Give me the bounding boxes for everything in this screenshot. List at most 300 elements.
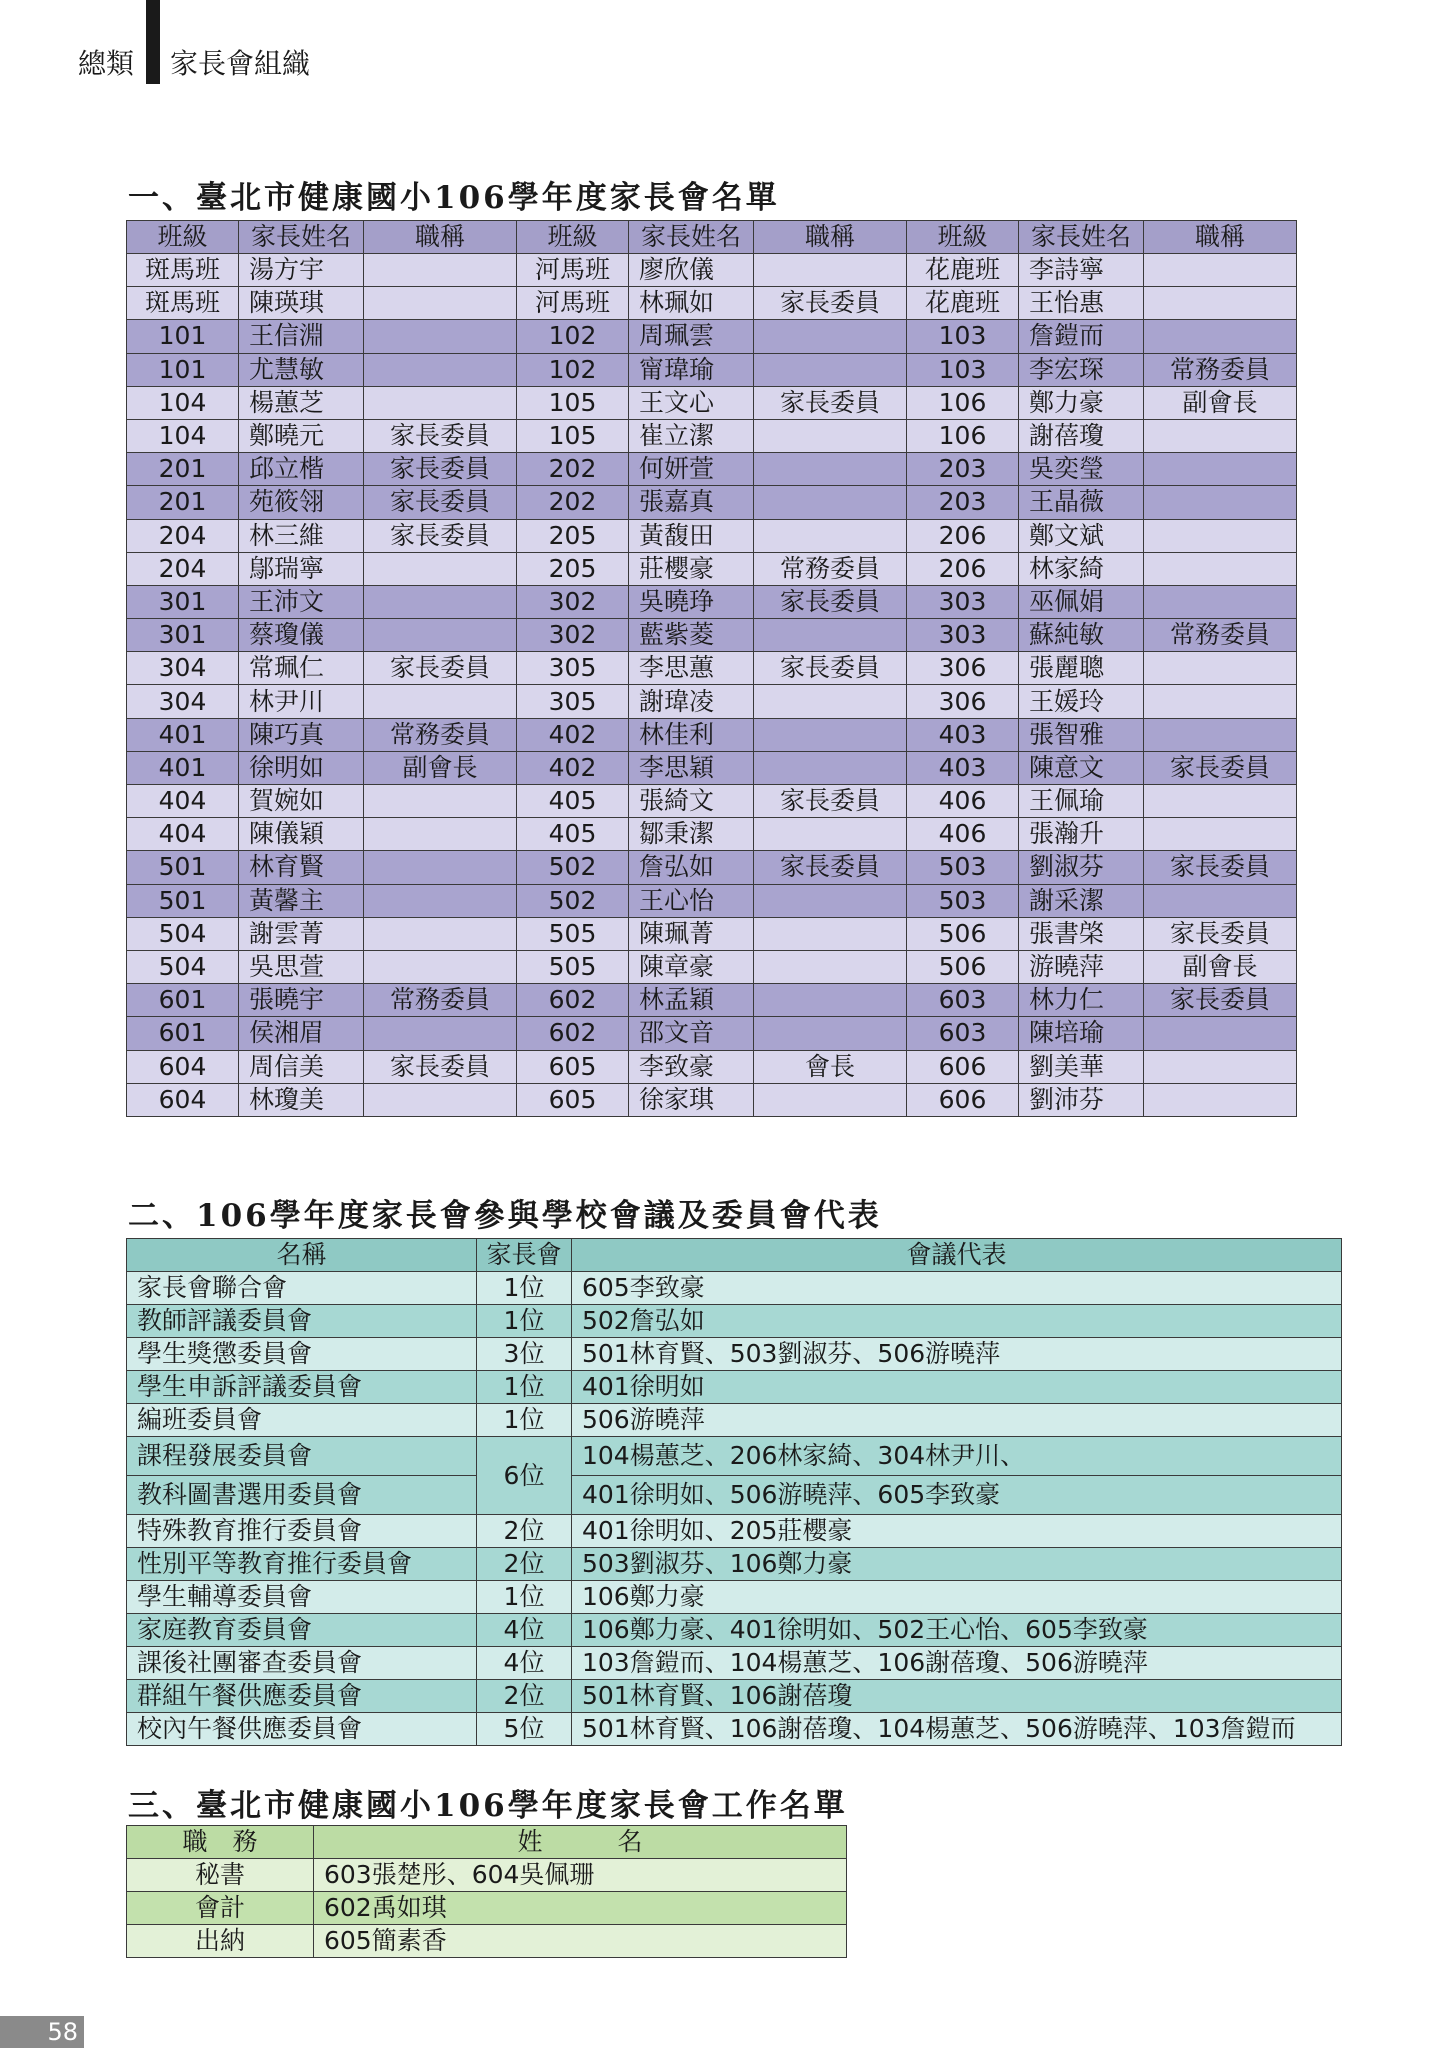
- table-cell: 劉美華: [1019, 1050, 1144, 1083]
- column-header: 家長姓名: [239, 221, 364, 254]
- column-header: 姓 名: [314, 1826, 847, 1859]
- table-cell: [754, 1083, 907, 1116]
- representatives: 401徐明如: [572, 1371, 1342, 1404]
- representative-count: 2位: [477, 1515, 572, 1548]
- table-header-row: [127, 221, 1297, 254]
- table-cell: 305: [517, 652, 629, 685]
- table-cell: 湯方宇: [239, 254, 364, 287]
- committee-name: 家庭教育委員會: [127, 1614, 477, 1647]
- representatives: 506游曉萍: [572, 1404, 1342, 1437]
- table-cell: [1144, 685, 1297, 718]
- table-cell: 202: [517, 486, 629, 519]
- table-cell: 陳意文: [1019, 751, 1144, 784]
- table-cell: 副會長: [1144, 386, 1297, 419]
- table-cell: 606: [907, 1050, 1019, 1083]
- table-cell: 504: [127, 917, 239, 950]
- staff-names: 605簡素香: [314, 1925, 847, 1958]
- table-cell: 603: [907, 1017, 1019, 1050]
- table-cell: 常務委員: [364, 718, 517, 751]
- table-cell: 602: [517, 984, 629, 1017]
- table-cell: 家長委員: [1144, 917, 1297, 950]
- table-cell: 吳思萱: [239, 950, 364, 983]
- table-cell: 402: [517, 718, 629, 751]
- table-cell: 家長委員: [364, 652, 517, 685]
- table-cell: 家長委員: [364, 519, 517, 552]
- table-cell: 306: [907, 685, 1019, 718]
- table-cell: 106: [907, 419, 1019, 452]
- table-cell: 蘇純敏: [1019, 619, 1144, 652]
- table-cell: [754, 320, 907, 353]
- column-header: 職稱: [1144, 221, 1297, 254]
- table-row: [127, 1680, 1342, 1713]
- table-cell: 甯瑋瑜: [629, 353, 754, 386]
- table-row: [127, 851, 1297, 884]
- table-cell: 花鹿班: [907, 287, 1019, 320]
- table-cell: [364, 254, 517, 287]
- table-cell: [1144, 718, 1297, 751]
- table-row: [127, 1859, 847, 1892]
- table-cell: 李詩寧: [1019, 254, 1144, 287]
- table-cell: 403: [907, 718, 1019, 751]
- committee-name: 特殊教育推行委員會: [127, 1515, 477, 1548]
- table-row: [127, 386, 1297, 419]
- committee-name: 課後社團審查委員會: [127, 1647, 477, 1680]
- table-cell: 301: [127, 619, 239, 652]
- table-cell: 102: [517, 320, 629, 353]
- table-cell: 苑筱翎: [239, 486, 364, 519]
- table-row: [127, 1017, 1297, 1050]
- table-row: [127, 1371, 1342, 1404]
- table-cell: 605: [517, 1083, 629, 1116]
- table-row: [127, 950, 1297, 983]
- table-row: [127, 1581, 1342, 1614]
- committee-name: 學生申訴評議委員會: [127, 1371, 477, 1404]
- table-cell: 404: [127, 818, 239, 851]
- staff-role: 會計: [127, 1892, 314, 1925]
- table-row: [127, 718, 1297, 751]
- category-label: 總類: [78, 47, 135, 80]
- table-cell: [754, 519, 907, 552]
- table-cell: [754, 818, 907, 851]
- table-cell: 家長委員: [754, 652, 907, 685]
- staff-names: 603張楚彤、604吳佩珊: [314, 1859, 847, 1892]
- table-cell: [754, 419, 907, 452]
- column-header: 班級: [907, 221, 1019, 254]
- representative-count: 5位: [477, 1713, 572, 1746]
- table-cell: 河馬班: [517, 254, 629, 287]
- table-cell: 505: [517, 950, 629, 983]
- table-cell: 林珮如: [629, 287, 754, 320]
- table-cell: 謝蓓瓊: [1019, 419, 1144, 452]
- header-divider-bar: [146, 0, 160, 84]
- table-cell: [754, 1017, 907, 1050]
- table-cell: 花鹿班: [907, 254, 1019, 287]
- table-cell: [364, 1017, 517, 1050]
- table-cell: [1144, 552, 1297, 585]
- table-cell: 家長委員: [754, 386, 907, 419]
- table-cell: 王心怡: [629, 884, 754, 917]
- table-row: [127, 1476, 1342, 1515]
- committee-representatives-table: [126, 1238, 1342, 1746]
- table-cell: 家長委員: [364, 486, 517, 519]
- table-cell: [1144, 254, 1297, 287]
- table-cell: [1144, 486, 1297, 519]
- column-header: 職稱: [754, 221, 907, 254]
- table-cell: 藍紫菱: [629, 619, 754, 652]
- table-cell: 603: [907, 984, 1019, 1017]
- table-header-row: [127, 1239, 1342, 1272]
- table-cell: 常務委員: [364, 984, 517, 1017]
- table-cell: 105: [517, 386, 629, 419]
- table-cell: 106: [907, 386, 1019, 419]
- table-cell: 206: [907, 552, 1019, 585]
- representative-count: 2位: [477, 1680, 572, 1713]
- table-cell: 家長委員: [754, 585, 907, 618]
- table-cell: [364, 287, 517, 320]
- table-cell: [364, 950, 517, 983]
- section1-title: 一、臺北市健康國小106學年度家長會名單: [128, 180, 780, 216]
- table-cell: [1144, 818, 1297, 851]
- table-row: [127, 287, 1297, 320]
- table-cell: 101: [127, 353, 239, 386]
- table-cell: 鄭文斌: [1019, 519, 1144, 552]
- table-cell: 會長: [754, 1050, 907, 1083]
- table-row: [127, 1083, 1297, 1116]
- table-cell: 崔立潔: [629, 419, 754, 452]
- table-cell: [1144, 453, 1297, 486]
- table-cell: 常務委員: [1144, 619, 1297, 652]
- table-cell: 602: [517, 1017, 629, 1050]
- table-row: [127, 785, 1297, 818]
- table-cell: 205: [517, 519, 629, 552]
- table-cell: 吳曉琤: [629, 585, 754, 618]
- table-cell: 家長委員: [1144, 751, 1297, 784]
- table-row: [127, 652, 1297, 685]
- table-row: [127, 1437, 1342, 1476]
- table-cell: 謝瑋凌: [629, 685, 754, 718]
- table-cell: 楊蕙芝: [239, 386, 364, 419]
- table-cell: 周珮雲: [629, 320, 754, 353]
- section-label: 家長會組織: [170, 47, 311, 80]
- table-cell: 503: [907, 884, 1019, 917]
- table-cell: 502: [517, 884, 629, 917]
- representative-count: 2位: [477, 1548, 572, 1581]
- column-header: 職 務: [127, 1826, 314, 1859]
- column-header: 家長會: [477, 1239, 572, 1272]
- table-cell: 303: [907, 619, 1019, 652]
- table-cell: 王怡惠: [1019, 287, 1144, 320]
- table-cell: [1144, 287, 1297, 320]
- table-row: [127, 1892, 847, 1925]
- table-cell: 401: [127, 718, 239, 751]
- representative-count: 1位: [477, 1305, 572, 1338]
- table-row: [127, 585, 1297, 618]
- table-cell: [364, 851, 517, 884]
- representatives: 605李致豪: [572, 1272, 1342, 1305]
- table-cell: 105: [517, 419, 629, 452]
- table-cell: 蔡瓊儀: [239, 619, 364, 652]
- table-row: [127, 320, 1297, 353]
- table-cell: 劉沛芬: [1019, 1083, 1144, 1116]
- table-cell: 404: [127, 785, 239, 818]
- table-cell: 504: [127, 950, 239, 983]
- committee-name: 學生獎懲委員會: [127, 1338, 477, 1371]
- table-cell: [364, 1083, 517, 1116]
- table-cell: 河馬班: [517, 287, 629, 320]
- table-cell: [1144, 519, 1297, 552]
- representative-count: 1位: [477, 1581, 572, 1614]
- representatives: 501林育賢、106謝蓓瓊: [572, 1680, 1342, 1713]
- table-row: [127, 884, 1297, 917]
- table-cell: [754, 353, 907, 386]
- table-cell: 林尹川: [239, 685, 364, 718]
- table-cell: [754, 453, 907, 486]
- representative-count: 3位: [477, 1338, 572, 1371]
- table-cell: 203: [907, 486, 1019, 519]
- table-cell: [754, 619, 907, 652]
- table-cell: 606: [907, 1083, 1019, 1116]
- table-cell: [1144, 1050, 1297, 1083]
- table-cell: 101: [127, 320, 239, 353]
- page-number: 58: [0, 2016, 84, 2048]
- table-cell: 王媛玲: [1019, 685, 1144, 718]
- table-cell: [364, 917, 517, 950]
- table-row: [127, 619, 1297, 652]
- table-cell: 陳章豪: [629, 950, 754, 983]
- table-cell: 家長委員: [754, 287, 907, 320]
- table-row: [127, 984, 1297, 1017]
- table-cell: 鄒秉潔: [629, 818, 754, 851]
- table-cell: [754, 718, 907, 751]
- table-cell: 李思蕙: [629, 652, 754, 685]
- table-row: [127, 254, 1297, 287]
- table-cell: 205: [517, 552, 629, 585]
- table-cell: 405: [517, 818, 629, 851]
- table-row: [127, 1614, 1342, 1647]
- table-cell: 林瓊美: [239, 1083, 364, 1116]
- table-cell: 詹弘如: [629, 851, 754, 884]
- table-cell: 604: [127, 1050, 239, 1083]
- table-cell: 601: [127, 984, 239, 1017]
- table-cell: 202: [517, 453, 629, 486]
- table-cell: 張綺文: [629, 785, 754, 818]
- table-cell: 徐明如: [239, 751, 364, 784]
- table-cell: 張嘉真: [629, 486, 754, 519]
- table-cell: [1144, 1083, 1297, 1116]
- table-cell: 陳珮菁: [629, 917, 754, 950]
- table-cell: [754, 685, 907, 718]
- table-cell: [364, 818, 517, 851]
- table-cell: 林育賢: [239, 851, 364, 884]
- table-cell: 502: [517, 851, 629, 884]
- table-cell: 302: [517, 585, 629, 618]
- table-cell: 304: [127, 685, 239, 718]
- table-cell: 邵文音: [629, 1017, 754, 1050]
- column-header: 職稱: [364, 221, 517, 254]
- table-cell: [364, 552, 517, 585]
- table-row: [127, 419, 1297, 452]
- table-cell: 張麗聰: [1019, 652, 1144, 685]
- staff-role: 出納: [127, 1925, 314, 1958]
- committee-name: 課程發展委員會: [127, 1437, 477, 1476]
- table-cell: 吳奕瑩: [1019, 453, 1144, 486]
- table-cell: 巫佩娟: [1019, 585, 1144, 618]
- table-cell: 莊櫻豪: [629, 552, 754, 585]
- table-cell: [364, 619, 517, 652]
- table-cell: 李宏琛: [1019, 353, 1144, 386]
- table-cell: [364, 386, 517, 419]
- table-cell: 604: [127, 1083, 239, 1116]
- table-cell: [364, 585, 517, 618]
- table-cell: [364, 353, 517, 386]
- table-cell: [364, 785, 517, 818]
- representative-count: 4位: [477, 1614, 572, 1647]
- table-cell: [364, 884, 517, 917]
- table-cell: 505: [517, 917, 629, 950]
- table-row: [127, 1925, 847, 1958]
- column-header: 家長姓名: [629, 221, 754, 254]
- representative-count: 1位: [477, 1272, 572, 1305]
- table-row: [127, 486, 1297, 519]
- committee-name: 教師評議委員會: [127, 1305, 477, 1338]
- table-cell: 501: [127, 884, 239, 917]
- representatives: 501林育賢、503劉淑芬、506游曉萍: [572, 1338, 1342, 1371]
- column-header: 名稱: [127, 1239, 477, 1272]
- representative-count: 1位: [477, 1404, 572, 1437]
- table-cell: [754, 884, 907, 917]
- committee-name: 編班委員會: [127, 1404, 477, 1437]
- table-cell: 李思穎: [629, 751, 754, 784]
- table-cell: 405: [517, 785, 629, 818]
- table-row: [127, 1515, 1342, 1548]
- table-cell: 406: [907, 818, 1019, 851]
- table-row: [127, 1404, 1342, 1437]
- table-cell: 張曉宇: [239, 984, 364, 1017]
- table-cell: 王佩瑜: [1019, 785, 1144, 818]
- table-cell: 家長委員: [364, 419, 517, 452]
- table-cell: 302: [517, 619, 629, 652]
- table-cell: 鄭曉元: [239, 419, 364, 452]
- table-cell: 李致豪: [629, 1050, 754, 1083]
- column-header: 班級: [127, 221, 239, 254]
- table-row: [127, 552, 1297, 585]
- table-cell: [754, 254, 907, 287]
- table-cell: 陳儀穎: [239, 818, 364, 851]
- table-cell: 104: [127, 419, 239, 452]
- representatives: 401徐明如、205莊櫻豪: [572, 1515, 1342, 1548]
- table-cell: 家長委員: [754, 785, 907, 818]
- table-cell: 何妍萱: [629, 453, 754, 486]
- staff-names: 602禹如琪: [314, 1892, 847, 1925]
- table-cell: 賀婉如: [239, 785, 364, 818]
- representatives: 503劉淑芬、106鄭力豪: [572, 1548, 1342, 1581]
- table-cell: 廖欣儀: [629, 254, 754, 287]
- representatives: 502詹弘如: [572, 1305, 1342, 1338]
- table-cell: 陳巧真: [239, 718, 364, 751]
- table-cell: 204: [127, 519, 239, 552]
- table-row: [127, 1050, 1297, 1083]
- table-cell: 徐家琪: [629, 1083, 754, 1116]
- representatives: 501林育賢、106謝蓓瓊、104楊蕙芝、506游曉萍、103詹鎧而: [572, 1713, 1342, 1746]
- table-cell: 303: [907, 585, 1019, 618]
- committee-name: 群組午餐供應委員會: [127, 1680, 477, 1713]
- representative-count: 1位: [477, 1371, 572, 1404]
- parent-committee-table: [126, 220, 1297, 1117]
- staff-role: 秘書: [127, 1859, 314, 1892]
- table-cell: 謝采潔: [1019, 884, 1144, 917]
- column-header: 會議代表: [572, 1239, 1342, 1272]
- table-cell: 103: [907, 320, 1019, 353]
- committee-name: 性別平等教育推行委員會: [127, 1548, 477, 1581]
- table-cell: 403: [907, 751, 1019, 784]
- table-cell: [1144, 320, 1297, 353]
- table-row: [127, 1338, 1342, 1371]
- table-cell: 常務委員: [1144, 353, 1297, 386]
- table-cell: 邱立楷: [239, 453, 364, 486]
- table-cell: 游曉萍: [1019, 950, 1144, 983]
- table-row: [127, 1272, 1342, 1305]
- column-header: 家長姓名: [1019, 221, 1144, 254]
- table-cell: 506: [907, 950, 1019, 983]
- table-cell: 201: [127, 486, 239, 519]
- table-cell: 黃馨主: [239, 884, 364, 917]
- table-row: [127, 818, 1297, 851]
- table-cell: 張書棨: [1019, 917, 1144, 950]
- table-row: [127, 1647, 1342, 1680]
- table-cell: [754, 917, 907, 950]
- table-row: [127, 751, 1297, 784]
- table-cell: 304: [127, 652, 239, 685]
- table-cell: 家長委員: [364, 453, 517, 486]
- table-cell: 306: [907, 652, 1019, 685]
- table-cell: 黃馥田: [629, 519, 754, 552]
- table-cell: 張瀚升: [1019, 818, 1144, 851]
- table-cell: 林力仁: [1019, 984, 1144, 1017]
- table-cell: 401: [127, 751, 239, 784]
- table-cell: 林三維: [239, 519, 364, 552]
- page-header: [78, 40, 310, 84]
- table-cell: 305: [517, 685, 629, 718]
- table-cell: 王文心: [629, 386, 754, 419]
- representatives: 401徐明如、506游曉萍、605李致豪: [572, 1476, 1342, 1515]
- table-cell: 家長委員: [364, 1050, 517, 1083]
- table-cell: 周信美: [239, 1050, 364, 1083]
- table-cell: 家長委員: [1144, 984, 1297, 1017]
- table-cell: 侯湘眉: [239, 1017, 364, 1050]
- table-cell: [364, 320, 517, 353]
- table-cell: 陳瑛琪: [239, 287, 364, 320]
- work-staff-table: [126, 1825, 847, 1958]
- table-row: [127, 685, 1297, 718]
- table-row: [127, 1713, 1342, 1746]
- representatives: 103詹鎧而、104楊蕙芝、106謝蓓瓊、506游曉萍: [572, 1647, 1342, 1680]
- table-cell: 王信淵: [239, 320, 364, 353]
- table-cell: 601: [127, 1017, 239, 1050]
- table-cell: 張智雅: [1019, 718, 1144, 751]
- table-cell: 林佳利: [629, 718, 754, 751]
- table-cell: 201: [127, 453, 239, 486]
- committee-name: 學生輔導委員會: [127, 1581, 477, 1614]
- table-cell: 鄔瑞寧: [239, 552, 364, 585]
- representatives: 106鄭力豪: [572, 1581, 1342, 1614]
- table-cell: [1144, 419, 1297, 452]
- table-cell: 家長委員: [754, 851, 907, 884]
- table-header-row: [127, 1826, 847, 1859]
- table-cell: 常珮仁: [239, 652, 364, 685]
- table-cell: 506: [907, 917, 1019, 950]
- table-cell: 陳培瑜: [1019, 1017, 1144, 1050]
- table-row: [127, 1305, 1342, 1338]
